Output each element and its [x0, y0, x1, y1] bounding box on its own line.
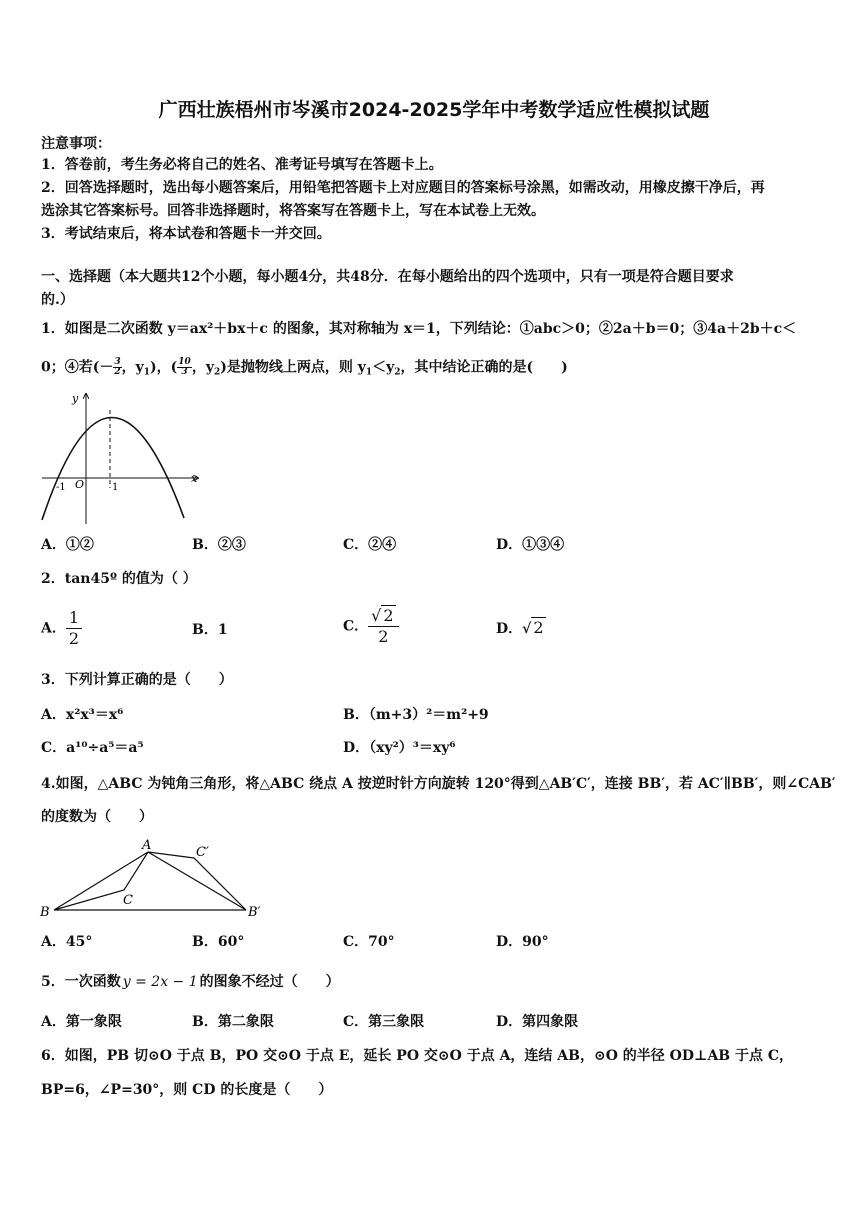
q2-option-a: A． $\frac{1}{2}$: [41, 608, 82, 649]
q4-label-cp: C′: [196, 845, 209, 860]
q1-fraction-1: $\frac{3}{2}$: [114, 357, 121, 377]
q1-stem-line2: 0；④若(－ $\frac{3}{2}$ ，$y_1$)，( $\frac{10}{3}$ ，$y_2$)是抛物线上两点，则 $y_1<y_2$，其中结论正确的是( ): [41, 357, 568, 378]
section-heading: 一、选择题（本大题共12个小题，每小题4分，共48分．在每小题给出的四个选项中，只有一项是符合题目要求: [41, 269, 734, 285]
q5-option-a: A．第一象限: [41, 1014, 122, 1030]
q4-option-d: D．90°: [496, 934, 549, 950]
q1-parabola-curve: [42, 417, 184, 520]
q4-option-b: B．60°: [192, 934, 245, 950]
notice-heading: 注意事项：: [41, 136, 111, 152]
page-title: 广西壮族梧州市岑溪市2024-2025学年中考数学适应性模拟试题: [158, 99, 710, 121]
notice-item-2-cont: 选涂其它答案标号。回答非选择题时，将答案写在答题卡上，写在本试卷上无效。: [41, 203, 545, 219]
q2-option-d: D．√ 2: [496, 618, 544, 637]
q4-stem-line2: 的度数为（ ）: [41, 809, 153, 825]
q1-option-b: B．②③: [192, 537, 246, 553]
q4-label-c: C: [123, 893, 133, 908]
q1-neg-one-label: -1: [56, 482, 66, 493]
q4-triangle-abpcp: [148, 852, 246, 910]
q3-option-c: C．a¹⁰÷a⁵＝a⁵: [41, 740, 144, 756]
notice-item-3: 3．考试结束后，将本试卷和答题卡一并交回。: [41, 226, 331, 242]
q3-stem: 3．下列计算正确的是（ ）: [41, 672, 233, 688]
q4-option-a: A．45°: [41, 934, 93, 950]
q1-option-a: A．①②: [41, 537, 94, 553]
q6-stem-line2: BP=6，∠P=30°，则 CD 的长度是（ ）: [41, 1082, 333, 1098]
q4-stem-line1: 4.如图，△ABC 为钝角三角形，将△ABC 绕点 A 按逆时针方向旋转 120°得到△AB′C′，连接 BB′，若 AC′∥BB′，则∠CAB′: [41, 776, 836, 792]
q1-option-c: C．②④: [343, 537, 397, 553]
q5-formula: y = 2x − 1: [122, 974, 198, 990]
q4-label-a: A: [142, 838, 152, 853]
q3-option-a: A．x²x³＝x⁶: [41, 707, 124, 723]
q1-x-label: x: [191, 472, 198, 485]
q4-triangle-figure: [38, 836, 266, 924]
q1-origin-label: O: [75, 478, 85, 491]
section-heading-cont: 的.）: [41, 292, 74, 308]
q4-label-b: B: [40, 905, 50, 920]
q3-option-d: D．（xy²）³＝xy⁶: [343, 740, 456, 756]
q1-one-label: 1: [112, 482, 119, 493]
notice-item-2: 2．回答选择题时，选出每小题答案后，用铅笔把答题卡上对应题目的答案标号涂黑，如需改动，用橡皮擦干净后，再: [41, 180, 765, 196]
notice-item-1: 1．答卷前，考生务必将自己的姓名、准考证号填写在答题卡上。: [41, 157, 443, 173]
q5-option-b: B．第二象限: [192, 1014, 274, 1030]
q1-stem-line1: 1．如图是二次函数 y＝ax²＋bx＋c 的图象，其对称轴为 x＝1，下列结论：①abc＞0；②2a＋b＝0；③4a＋2b＋c＜: [41, 321, 797, 337]
q1-fraction-2: $\frac{10}{3}$: [178, 357, 191, 377]
q4-option-c: C．70°: [343, 934, 395, 950]
q5-stem: 5．一次函数 y = 2x − 1 的图象不经过（ ）: [41, 974, 340, 990]
q1-option-d: D．①③④: [496, 537, 565, 553]
q6-stem-line1: 6．如图，PB 切⊙O 于点 B，PO 交⊙O 于点 E，延长 PO 交⊙O 于点 A，连结 AB，⊙O 的半径 OD⊥AB 于点 C，: [41, 1048, 794, 1064]
q1-parabola-graph: [38, 388, 208, 528]
q1-y-label: y: [72, 392, 79, 405]
q4-label-bp: B′: [248, 905, 261, 920]
q5-option-c: C．第三象限: [343, 1014, 425, 1030]
q2-option-c: C． $\frac{√ 2}{2}$: [343, 606, 399, 647]
q2-stem: 2．tan45º 的值为（ ）: [41, 571, 197, 587]
q4-triangle-abc: [54, 852, 148, 910]
q2-option-b: B．1: [192, 622, 228, 638]
q5-option-d: D．第四象限: [496, 1014, 579, 1030]
q3-option-b: B．（m+3）²＝m²+9: [343, 707, 489, 723]
